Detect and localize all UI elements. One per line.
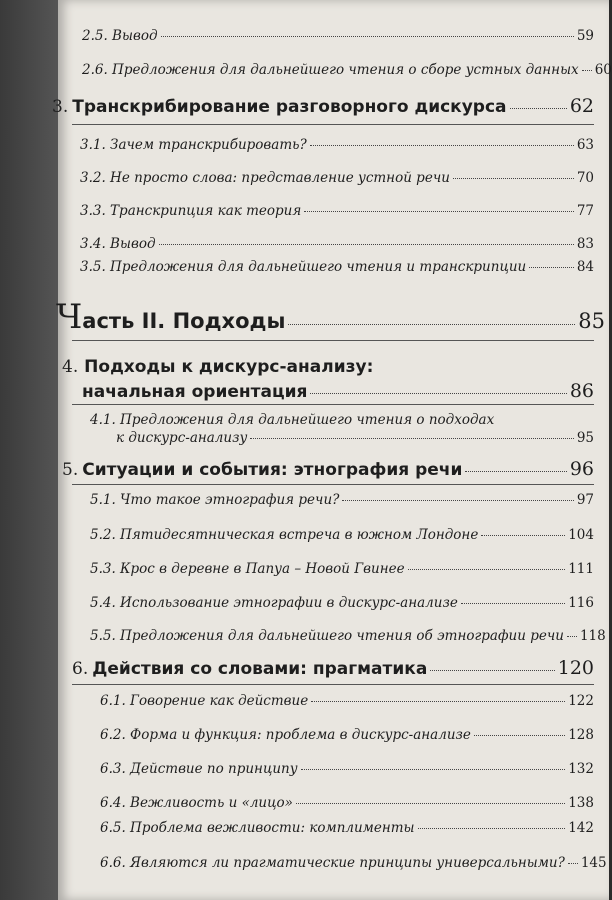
- toc-leader: [453, 178, 574, 179]
- toc-label: 6.4. Вежливость и «лицо»: [100, 795, 293, 811]
- toc-label: 2.5. Вывод: [82, 28, 158, 44]
- chapter-rule: [72, 404, 594, 405]
- toc-page-number: 142: [568, 820, 594, 836]
- chapter-title: Ситуации и события: этнография речи: [82, 460, 463, 480]
- toc-entry-6-2[interactable]: [100, 727, 594, 743]
- toc-label: 6.3. Действие по принципу: [100, 761, 298, 777]
- toc-entry-5-5[interactable]: [90, 628, 606, 644]
- toc-entry-6-6[interactable]: [100, 855, 607, 871]
- toc-page-number: 95: [576, 430, 594, 446]
- toc-page-number: 59: [576, 28, 594, 44]
- toc-page-number: 116: [568, 595, 594, 611]
- chapter-title: Действия со словами: прагматика: [92, 659, 428, 679]
- toc-leader: [461, 603, 565, 604]
- toc-page-number: 62: [569, 95, 594, 117]
- toc-page-number: 111: [568, 561, 594, 577]
- toc-page-number: 96: [569, 458, 594, 480]
- toc-label: 6.1. Говорение как действие: [100, 693, 309, 709]
- toc-leader: [568, 863, 578, 864]
- toc-label: к дискурс-анализу: [116, 430, 248, 446]
- toc-leader: [567, 636, 577, 637]
- toc-entry-3-3[interactable]: [80, 203, 594, 219]
- toc-entry-5-1[interactable]: [90, 492, 594, 508]
- toc-page-number: 138: [568, 795, 594, 811]
- toc-label: 3.3. Транскрипция как теория: [80, 203, 302, 219]
- toc-page-number: 83: [576, 236, 594, 252]
- toc-label: 3.2. Не просто слова: представление устной речи: [80, 170, 450, 186]
- toc-label: 5.5. Предложения для дальнейшего чтения об этнографии речи: [90, 628, 564, 644]
- chapter-title-line2: начальная ориентация: [82, 382, 308, 402]
- toc-page-number: 85: [578, 309, 605, 333]
- toc-label: 5.1. Что такое этнография речи?: [90, 492, 340, 508]
- part-rule: [72, 340, 594, 341]
- toc-leader: [311, 701, 565, 702]
- toc-entry-6-1[interactable]: [100, 693, 594, 709]
- toc-page-number: 128: [568, 727, 594, 743]
- toc-leader: [310, 145, 574, 146]
- toc-page-number: 63: [576, 137, 594, 153]
- part-title: асть II. Подходы: [82, 309, 286, 333]
- toc-chapter-5[interactable]: [62, 458, 594, 480]
- toc-leader: [418, 828, 566, 829]
- toc-leader: [301, 769, 566, 770]
- chapter-rule: [72, 124, 594, 125]
- toc-label: 3.4. Вывод: [80, 236, 156, 252]
- toc-leader: [582, 70, 592, 71]
- toc-page-number: 104: [568, 527, 594, 543]
- toc-leader: [288, 324, 575, 325]
- chapter-number: 4.: [62, 357, 79, 377]
- toc-leader: [529, 267, 574, 268]
- toc-label: 5.3. Крос в деревне в Папуа – Новой Гвинее: [90, 561, 405, 577]
- toc-leader: [296, 803, 565, 804]
- toc-entry-2-6[interactable]: [82, 62, 612, 78]
- toc-entry-3-5[interactable]: [80, 259, 594, 275]
- toc-leader: [481, 535, 565, 536]
- toc-page-number: 120: [557, 657, 594, 679]
- toc-label: 6.2. Форма и функция: проблема в дискурс-анализе: [100, 727, 471, 743]
- chapter-number: 3.: [52, 97, 69, 117]
- toc-entry-5-2[interactable]: [90, 527, 594, 543]
- chapter-rule: [72, 684, 594, 685]
- toc-leader: [408, 569, 566, 570]
- part-initial: Ч: [56, 297, 83, 337]
- toc-page-number: 132: [568, 761, 594, 777]
- toc-page-number: 97: [576, 492, 594, 508]
- toc-entry-3-4[interactable]: [80, 236, 594, 252]
- toc-label: 5.4. Использование этнографии в дискурс-анализе: [90, 595, 458, 611]
- toc-part-2[interactable]: [56, 297, 605, 337]
- toc-page-number: 122: [568, 693, 594, 709]
- dark-page-edge: [0, 0, 58, 900]
- toc-label: 6.5. Проблема вежливости: комплименты: [100, 820, 415, 836]
- toc-leader: [161, 36, 574, 37]
- toc-entry-3-2[interactable]: [80, 170, 594, 186]
- toc-entry-6-3[interactable]: [100, 761, 594, 777]
- toc-leader: [342, 500, 573, 501]
- toc-entry-3-1[interactable]: [80, 137, 594, 153]
- toc-label: 2.6. Предложения для дальнейшего чтения о сборе устных данных: [82, 62, 579, 78]
- toc-page-number: 118: [579, 628, 606, 644]
- toc-entry-5-4[interactable]: [90, 595, 594, 611]
- chapter-title-line1: Подходы к дискурс-анализу:: [84, 357, 374, 377]
- toc-leader: [250, 438, 574, 439]
- toc-label: 3.1. Зачем транскрибировать?: [80, 137, 307, 153]
- toc-chapter-6[interactable]: [72, 657, 594, 679]
- toc-page-number: 60: [594, 62, 612, 78]
- chapter-title: Транскрибирование разговорного дискурса: [72, 97, 507, 117]
- toc-page-number: 77: [576, 203, 594, 219]
- toc-page-number: 86: [569, 380, 594, 402]
- toc-label: 3.5. Предложения для дальнейшего чтения и транскрипции: [80, 259, 527, 275]
- toc-entry-2-5[interactable]: [82, 28, 594, 44]
- toc-leader: [430, 670, 554, 671]
- toc-label: 5.2. Пятидесятническая встреча в южном Лондоне: [90, 527, 479, 543]
- toc-chapter-3[interactable]: [52, 95, 594, 117]
- toc-entry-4-1-line2[interactable]: [116, 430, 594, 446]
- chapter-rule: [72, 484, 594, 485]
- toc-leader: [474, 735, 565, 736]
- toc-page-number: 145: [580, 855, 607, 871]
- toc-page: [52, 0, 612, 900]
- toc-entry-5-3[interactable]: [90, 561, 594, 577]
- toc-leader: [310, 393, 566, 394]
- toc-entry-6-4[interactable]: [100, 795, 594, 811]
- chapter-number: 6.: [72, 659, 89, 679]
- toc-leader: [465, 471, 566, 472]
- toc-entry-4-1-line1[interactable]: 4.1. Предложения для дальнейшего чтения о подходах: [90, 412, 495, 428]
- chapter-number: 5.: [62, 460, 79, 480]
- toc-label: 6.6. Являются ли прагматические принципы универсальными?: [100, 855, 565, 871]
- toc-page-number: 70: [576, 170, 594, 186]
- toc-entry-6-5[interactable]: [100, 820, 594, 836]
- toc-chapter-4-line2[interactable]: [82, 380, 594, 402]
- toc-leader: [510, 108, 567, 109]
- toc-page-number: 84: [576, 259, 594, 275]
- toc-leader: [304, 211, 574, 212]
- toc-leader: [159, 244, 574, 245]
- toc-chapter-4-line1[interactable]: [62, 357, 373, 377]
